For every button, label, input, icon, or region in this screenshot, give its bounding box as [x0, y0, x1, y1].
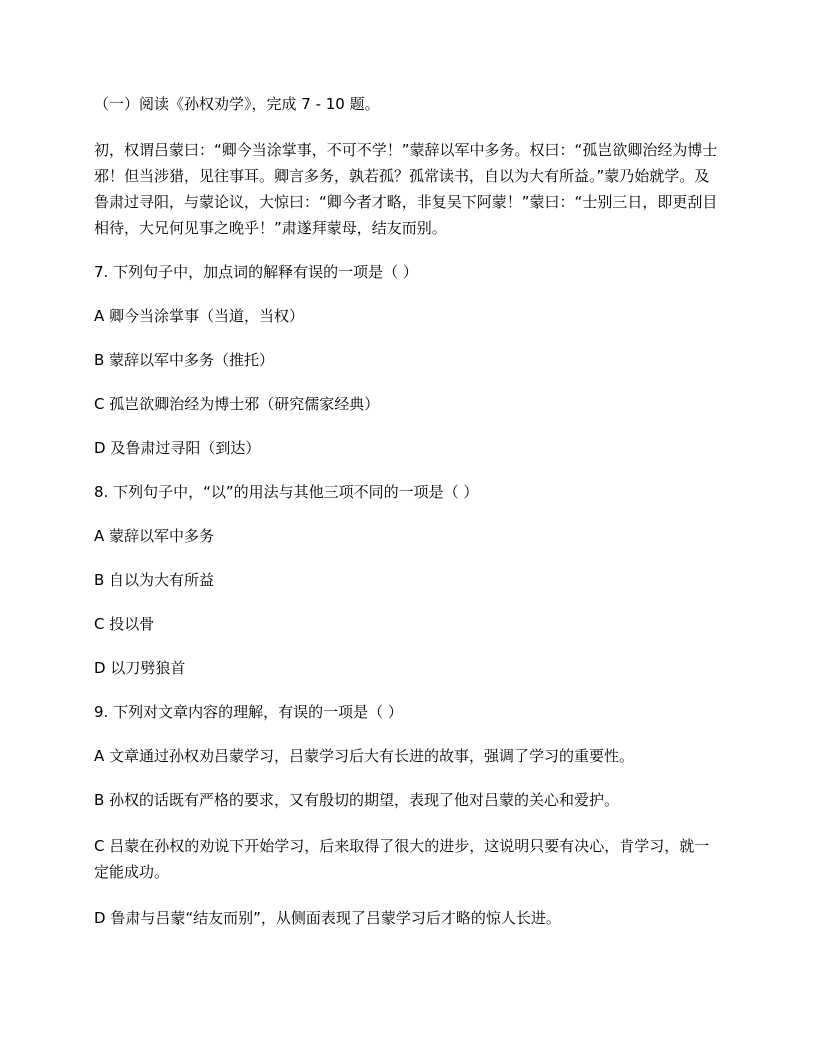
- question-7-option-b: B 蒙辞以军中多务（推托）: [94, 351, 275, 369]
- document-page: [94, 93, 722, 951]
- question-7-option-c: C 孤岂欲卿治经为博士邪（研究儒家经典）: [94, 395, 380, 413]
- question-8-option-c: C 投以骨: [94, 615, 155, 633]
- question-8-stem: 8. 下列句子中，“以”的用法与其他三项不同的一项是（ ）: [94, 483, 479, 501]
- question-7-option-a: A 卿今当涂掌事（当道，当权）: [94, 307, 305, 325]
- question-9-option-c: C 吕蒙在孙权的劝说下开始学习，后来取得了很大的进步，这说明只要有决心，肯学习，就一定能成功。: [94, 837, 710, 881]
- section-heading: （一）阅读《孙权劝学》，完成 7 - 10 题。: [94, 95, 380, 113]
- question-9-option-b: B 孙权的话既有严格的要求，又有殷切的期望，表现了他对吕蒙的关心和爱护。: [94, 791, 620, 809]
- passage-text: 初，权谓吕蒙曰：“卿今当涂掌事，不可不学！”蒙辞以军中多务。权曰：“孤岂欲卿治经为博士邪！但当涉猎，见往事耳。卿言多务，孰若孤？孤常读书，自以为大有所益。”蒙乃始就学。及鲁肃过寻阳，与蒙论议，大惊曰：“卿今者才略，非复吴下阿蒙！”蒙曰：“士别三日，即更刮目相待，大兄何见事之晚乎！”肃遂拜蒙母，结友而别。: [94, 141, 718, 237]
- question-7-stem: 7. 下列句子中，加点词的解释有误的一项是（ ）: [94, 263, 418, 281]
- question-9-stem: 9. 下列对文章内容的理解，有误的一项是（ ）: [94, 703, 403, 721]
- question-9-option-a: A 文章通过孙权劝吕蒙学习，吕蒙学习后大有长进的故事，强调了学习的重要性。: [94, 747, 635, 765]
- question-8-option-d: D 以刀劈狼首: [94, 659, 186, 677]
- question-8-option-a: A 蒙辞以军中多务: [94, 527, 215, 545]
- question-7-option-d: D 及鲁肃过寻阳（到达）: [94, 439, 261, 457]
- question-8-option-b: B 自以为大有所益: [94, 571, 215, 589]
- question-9-option-d: D 鲁肃与吕蒙“结友而别”，从侧面表现了吕蒙学习后才略的惊人长进。: [94, 909, 561, 927]
